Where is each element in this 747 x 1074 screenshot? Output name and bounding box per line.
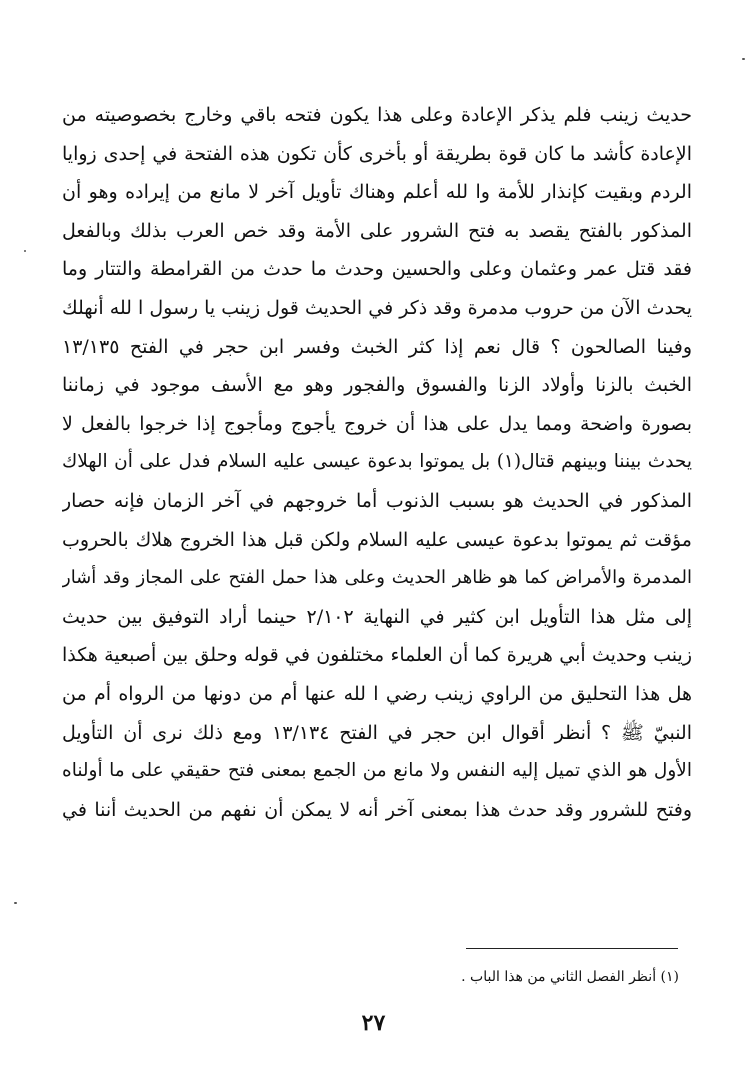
footnote-divider <box>466 948 678 949</box>
scan-speck <box>24 250 26 252</box>
text-line-12: مؤقت ثم يموتوا بدعوة عيسى عليه السلام ولكن قبل هذا الخروج هلاك بالحروب <box>62 528 692 551</box>
text-line-4: المذكور بالفتح يقصد به فتح الشرور على الأمة وقد خص العرب بذلك وبالفعل <box>62 219 692 242</box>
text-line-2: الإعادة كأشد ما كان قوة بطريقة أو بأخرى كأن تكون هذه الفتحة في إحدى زوايا <box>62 142 692 165</box>
text-line-16: هل هذا التحليق من الراوي زينب رضي ا لله عنها أم من دونها من الرواه أم من <box>62 682 692 705</box>
text-line-10: يحدث بيننا وبينهم قتال(١) بل يموتوا بدعوة عيسى عليه السلام فدل على أن الهلاك <box>62 451 692 473</box>
text-line-11: المذكور في الحديث هو بسبب الذنوب أما خروجهم في آخر الزمان فإنه حصار <box>62 489 692 512</box>
text-line-15: زينب وحديث أبي هريرة كما أن العلماء مختلفون في قوله وحلق بين أصبعية هكذا <box>62 644 692 667</box>
text-line-17: النبيّ ﷺ ؟ أنظر أقوال ابن حجر في الفتح ١٣/١٣٤ ومع ذلك نرى أن التأويل <box>62 721 692 744</box>
text-line-3: الردم وبقيت كإنذار للأمة وا لله أعلم وهناك تأويل آخر لا مانع من إيراده وهو أن <box>62 181 692 204</box>
footnote: (١) أنظر الفصل الثاني من هذا الباب . <box>461 969 679 985</box>
text-line-1: حديث زينب فلم يذكر الإعادة وعلى هذا يكون فتحه باقي وخارج بخصوصيته من <box>62 104 692 126</box>
text-line-13: المدمرة والأمراض كما هو ظاهر الحديث وعلى هذا حمل الفتح على المجاز وقد أشار <box>62 567 692 589</box>
text-line-9: بصورة واضحة ومما يدل على هذا أن خروج يأجوج ومأجوج إذا خرجوا بالفعل لا <box>62 412 692 435</box>
text-line-8: الخبث بالزنا وأولاد الزنا والفسوق والفجور وهو مع الأسف موجود في زماننا <box>62 374 692 397</box>
scan-speck <box>742 58 745 60</box>
text-line-7: وفينا الصالحون ؟ قال نعم إذا كثر الخبث وفسر ابن حجر في الفتح ١٣/١٣٥ <box>62 335 692 358</box>
body-text <box>62 96 692 829</box>
text-line-19: وفتح للشرور وقد حدث هذا بمعنى آخر أنه لا يمكن أن نفهم من الحديث أننا في <box>62 798 692 821</box>
page-number: ٢٧ <box>361 1010 386 1036</box>
text-line-14: إلى مثل هذا التأويل ابن كثير في النهاية ٢/١٠٢ حينما أراد التوفيق بين حديث <box>62 605 692 628</box>
scan-speck <box>14 902 17 904</box>
text-line-5: فقد قتل عمر وعثمان وعلى والحسين وحدث ما حدث من القرامطة والتتار وما <box>62 258 692 281</box>
text-line-6: يحدث الآن من حروب مدمرة وقد ذكر في الحديث قول زينب يا رسول ا لله أنهلك <box>62 296 692 319</box>
text-line-18: الأول هو الذي تميل إليه النفس ولا مانع من الجمع بمعنى فتح حقيقي على ما أولناه <box>62 760 692 782</box>
